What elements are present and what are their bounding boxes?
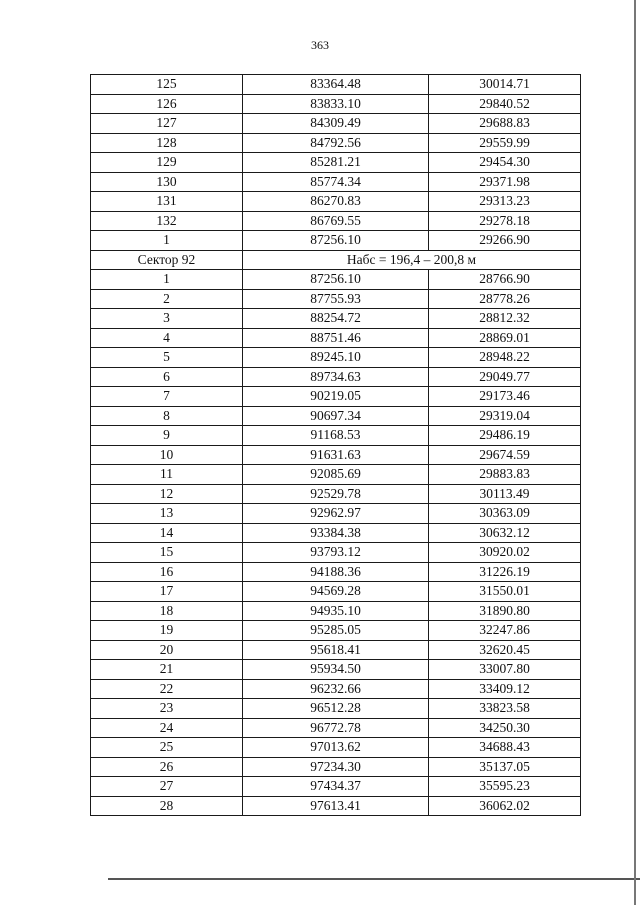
y-coordinate-cell: 31550.01 (429, 582, 581, 602)
table-row (91, 211, 581, 231)
point-number-cell: 24 (91, 718, 243, 738)
table-row (91, 328, 581, 348)
x-coordinate-cell: 92085.69 (243, 465, 429, 485)
table-row (91, 484, 581, 504)
point-number-cell: 13 (91, 504, 243, 524)
point-number-cell: 16 (91, 562, 243, 582)
x-coordinate-cell: 90697.34 (243, 406, 429, 426)
y-coordinate-cell: 29559.99 (429, 133, 581, 153)
table-row (91, 621, 581, 641)
x-coordinate-cell: 93793.12 (243, 543, 429, 563)
table-row (91, 523, 581, 543)
scan-edge-bottom (108, 878, 640, 880)
x-coordinate-cell: 94935.10 (243, 601, 429, 621)
table-row (91, 172, 581, 192)
page-number: 363 (311, 38, 329, 52)
point-number-cell: 20 (91, 640, 243, 660)
y-coordinate-cell: 28869.01 (429, 328, 581, 348)
point-number-cell: 127 (91, 114, 243, 134)
x-coordinate-cell: 91168.53 (243, 426, 429, 446)
x-coordinate-cell: 97434.37 (243, 777, 429, 797)
table-row (91, 445, 581, 465)
x-coordinate-cell: 95934.50 (243, 660, 429, 680)
x-coordinate-cell: 84792.56 (243, 133, 429, 153)
point-number-cell: 131 (91, 192, 243, 212)
sector-header-section (91, 250, 581, 270)
table-row (91, 796, 581, 816)
table-row (91, 406, 581, 426)
y-coordinate-cell: 31226.19 (429, 562, 581, 582)
point-number-cell: 128 (91, 133, 243, 153)
point-number-cell: 1 (91, 270, 243, 290)
x-coordinate-cell: 91631.63 (243, 445, 429, 465)
coordinates-table-container (90, 74, 580, 816)
y-coordinate-cell: 34688.43 (429, 738, 581, 758)
table-row (91, 504, 581, 524)
x-coordinate-cell: 83364.48 (243, 75, 429, 95)
table-row (91, 289, 581, 309)
point-number-cell: 12 (91, 484, 243, 504)
table-body-top (91, 75, 581, 251)
point-number-cell: 11 (91, 465, 243, 485)
table-row (91, 660, 581, 680)
point-number-cell: 6 (91, 367, 243, 387)
table-row (91, 718, 581, 738)
y-coordinate-cell: 29319.04 (429, 406, 581, 426)
y-coordinate-cell: 31890.80 (429, 601, 581, 621)
table-row (91, 309, 581, 329)
point-number-cell: 26 (91, 757, 243, 777)
x-coordinate-cell: 86769.55 (243, 211, 429, 231)
x-coordinate-cell: 94188.36 (243, 562, 429, 582)
x-coordinate-cell: 88254.72 (243, 309, 429, 329)
table-row (91, 601, 581, 621)
x-coordinate-cell: 97013.62 (243, 738, 429, 758)
x-coordinate-cell: 97613.41 (243, 796, 429, 816)
y-coordinate-cell: 29313.23 (429, 192, 581, 212)
point-number-cell: 10 (91, 445, 243, 465)
point-number-cell: 27 (91, 777, 243, 797)
y-coordinate-cell: 33823.58 (429, 699, 581, 719)
point-number-cell: 9 (91, 426, 243, 446)
y-coordinate-cell: 30632.12 (429, 523, 581, 543)
y-coordinate-cell: 29266.90 (429, 231, 581, 251)
x-coordinate-cell: 96772.78 (243, 718, 429, 738)
x-coordinate-cell: 83833.10 (243, 94, 429, 114)
coordinates-table (90, 74, 581, 816)
table-row (91, 777, 581, 797)
x-coordinate-cell: 84309.49 (243, 114, 429, 134)
point-number-cell: 22 (91, 679, 243, 699)
x-coordinate-cell: 87256.10 (243, 270, 429, 290)
y-coordinate-cell: 29371.98 (429, 172, 581, 192)
y-coordinate-cell: 29688.83 (429, 114, 581, 134)
table-row (91, 367, 581, 387)
table-row (91, 465, 581, 485)
table-row (91, 94, 581, 114)
point-number-cell: 23 (91, 699, 243, 719)
y-coordinate-cell: 29173.46 (429, 387, 581, 407)
x-coordinate-cell: 93384.38 (243, 523, 429, 543)
y-coordinate-cell: 29840.52 (429, 94, 581, 114)
y-coordinate-cell: 32620.45 (429, 640, 581, 660)
y-coordinate-cell: 28766.90 (429, 270, 581, 290)
table-row (91, 640, 581, 660)
y-coordinate-cell: 29674.59 (429, 445, 581, 465)
table-row (91, 114, 581, 134)
y-coordinate-cell: 35595.23 (429, 777, 581, 797)
y-coordinate-cell: 28778.26 (429, 289, 581, 309)
table-row (91, 679, 581, 699)
table-body-bottom (91, 270, 581, 816)
x-coordinate-cell: 96512.28 (243, 699, 429, 719)
table-row (91, 757, 581, 777)
table-row (91, 231, 581, 251)
y-coordinate-cell: 30014.71 (429, 75, 581, 95)
y-coordinate-cell: 29883.83 (429, 465, 581, 485)
point-number-cell: 126 (91, 94, 243, 114)
point-number-cell: 7 (91, 387, 243, 407)
x-coordinate-cell: 88751.46 (243, 328, 429, 348)
point-number-cell: 129 (91, 153, 243, 173)
sector-elevation: Набс = 196,4 – 200,8 м (243, 250, 581, 270)
table-row (91, 699, 581, 719)
table-row (91, 426, 581, 446)
point-number-cell: 19 (91, 621, 243, 641)
point-number-cell: 4 (91, 328, 243, 348)
point-number-cell: 14 (91, 523, 243, 543)
table-row (91, 738, 581, 758)
y-coordinate-cell: 30920.02 (429, 543, 581, 563)
x-coordinate-cell: 95285.05 (243, 621, 429, 641)
point-number-cell: 3 (91, 309, 243, 329)
table-row (91, 270, 581, 290)
x-coordinate-cell: 85281.21 (243, 153, 429, 173)
y-coordinate-cell: 30113.49 (429, 484, 581, 504)
table-row (91, 192, 581, 212)
y-coordinate-cell: 32247.86 (429, 621, 581, 641)
y-coordinate-cell: 33007.80 (429, 660, 581, 680)
y-coordinate-cell: 35137.05 (429, 757, 581, 777)
point-number-cell: 132 (91, 211, 243, 231)
table-row (91, 543, 581, 563)
point-number-cell: 130 (91, 172, 243, 192)
sector-header-row (91, 250, 581, 270)
x-coordinate-cell: 87256.10 (243, 231, 429, 251)
y-coordinate-cell: 29486.19 (429, 426, 581, 446)
x-coordinate-cell: 95618.41 (243, 640, 429, 660)
y-coordinate-cell: 34250.30 (429, 718, 581, 738)
y-coordinate-cell: 33409.12 (429, 679, 581, 699)
point-number-cell: 28 (91, 796, 243, 816)
point-number-cell: 18 (91, 601, 243, 621)
x-coordinate-cell: 96232.66 (243, 679, 429, 699)
table-row (91, 75, 581, 95)
x-coordinate-cell: 90219.05 (243, 387, 429, 407)
x-coordinate-cell: 94569.28 (243, 582, 429, 602)
point-number-cell: 1 (91, 231, 243, 251)
x-coordinate-cell: 89734.63 (243, 367, 429, 387)
y-coordinate-cell: 28948.22 (429, 348, 581, 368)
x-coordinate-cell: 89245.10 (243, 348, 429, 368)
point-number-cell: 25 (91, 738, 243, 758)
x-coordinate-cell: 85774.34 (243, 172, 429, 192)
point-number-cell: 15 (91, 543, 243, 563)
y-coordinate-cell: 36062.02 (429, 796, 581, 816)
x-coordinate-cell: 87755.93 (243, 289, 429, 309)
x-coordinate-cell: 92962.97 (243, 504, 429, 524)
table-row (91, 562, 581, 582)
x-coordinate-cell: 97234.30 (243, 757, 429, 777)
point-number-cell: 125 (91, 75, 243, 95)
x-coordinate-cell: 92529.78 (243, 484, 429, 504)
table-row (91, 133, 581, 153)
point-number-cell: 8 (91, 406, 243, 426)
y-coordinate-cell: 29454.30 (429, 153, 581, 173)
scan-edge-right (634, 0, 636, 905)
point-number-cell: 5 (91, 348, 243, 368)
table-row (91, 582, 581, 602)
table-row (91, 387, 581, 407)
table-row (91, 153, 581, 173)
point-number-cell: 2 (91, 289, 243, 309)
table-row (91, 348, 581, 368)
sector-label: Сектор 92 (91, 250, 243, 270)
point-number-cell: 17 (91, 582, 243, 602)
y-coordinate-cell: 30363.09 (429, 504, 581, 524)
y-coordinate-cell: 29049.77 (429, 367, 581, 387)
y-coordinate-cell: 28812.32 (429, 309, 581, 329)
x-coordinate-cell: 86270.83 (243, 192, 429, 212)
point-number-cell: 21 (91, 660, 243, 680)
y-coordinate-cell: 29278.18 (429, 211, 581, 231)
